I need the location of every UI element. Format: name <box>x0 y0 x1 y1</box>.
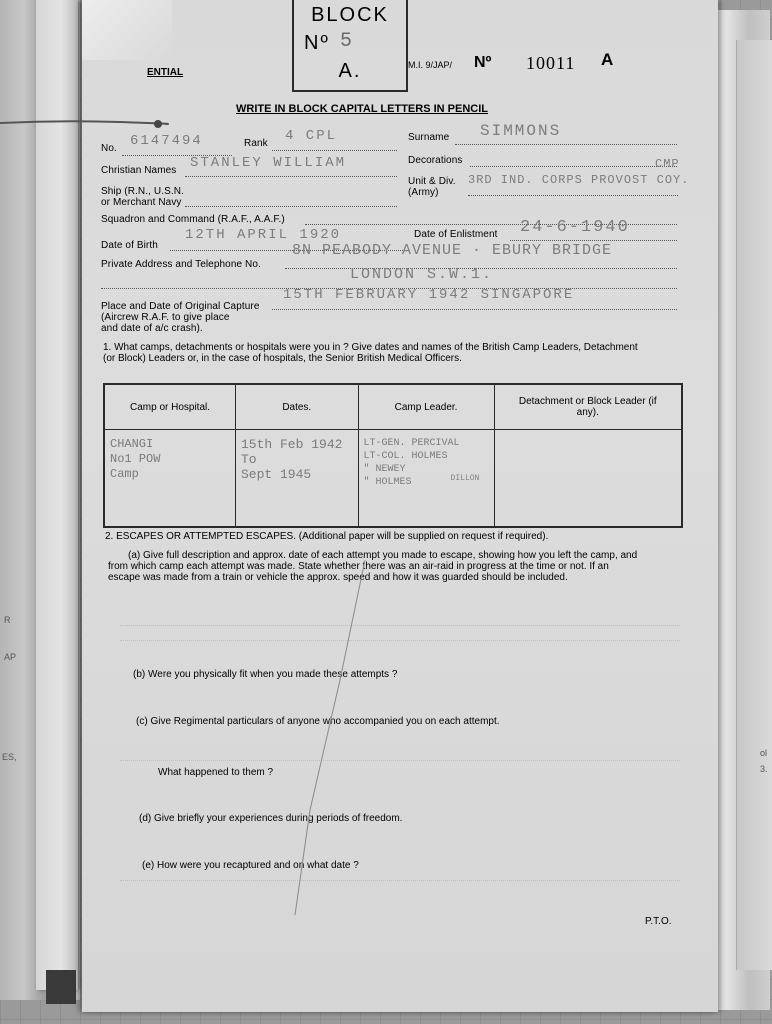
unit-extra[interactable]: CMP <box>655 157 680 171</box>
surname-label: Surname <box>408 132 450 143</box>
col-header-detachment: Detachment or Block Leader (if any). <box>494 384 682 430</box>
question-2a-line-2: from which camp each attempt was made. State whether there was an air-raid in progress at the time or not. If an <box>108 561 609 572</box>
edge-mark: 3. <box>760 764 768 774</box>
question-2a-line-3: escape was made from a train or vehicle the approx. speed and how it was guarded should be included. <box>108 572 568 583</box>
no-value[interactable]: 6147494 <box>130 133 203 149</box>
question-2-title: 2. ESCAPES OR ATTEMPTED ESCAPES. (Additional paper will be supplied on request if required). <box>105 531 549 542</box>
unit-label-2: (Army) <box>408 187 439 198</box>
binder-cover-edge <box>36 0 78 990</box>
rank-value[interactable]: 4 CPL <box>285 128 338 144</box>
edge-mark: R <box>4 615 11 625</box>
capture-label: Place and Date of Original Capture <box>101 301 260 312</box>
col-header-camp: Camp or Hospital. <box>104 384 236 430</box>
binder-corner <box>46 970 76 1004</box>
surname-line <box>455 144 677 145</box>
ship-label: Ship (R.N., U.S.N. <box>101 186 184 197</box>
page-stack-right-back <box>736 40 772 970</box>
pto-marker: P.T.O. <box>645 916 672 927</box>
cell-leader-note: DILLON <box>450 474 480 483</box>
table-row <box>104 430 682 528</box>
no-label: No. <box>101 143 117 154</box>
cell-detachment-text <box>496 431 680 443</box>
ship-line <box>185 206 397 207</box>
address-label: Private Address and Telephone No. <box>101 259 261 270</box>
capture-line <box>272 309 677 310</box>
cell-camp[interactable] <box>104 430 236 528</box>
edge-mark: ES, <box>2 752 17 762</box>
cell-leader-text: LT-GEN. PERCIVAL LT-COL. HOLMES " NEWEY " HOLMES <box>363 438 460 488</box>
camps-table-header <box>104 384 682 430</box>
edge-mark: AP <box>4 652 17 662</box>
form-instruction: WRITE IN BLOCK CAPITAL LETTERS IN PENCIL <box>236 103 488 115</box>
edge-mark: ol <box>760 748 768 758</box>
rank-label: Rank <box>244 138 268 149</box>
question-2b: (b) Were you physically fit when you made these attempts ? <box>133 669 398 680</box>
capture-label-2: (Aircrew R.A.F. to give place <box>101 312 230 323</box>
decorations-label: Decorations <box>408 155 463 166</box>
capture-value[interactable]: 15TH FEBRUARY 1942 SINGAPORE <box>283 287 575 303</box>
block-no-text: Nº <box>304 32 330 54</box>
camps-table <box>103 383 683 528</box>
decorations-line <box>470 166 677 167</box>
enlistment-value[interactable]: 24-6-1940 <box>520 218 630 237</box>
christian-names-label: Christian Names <box>101 165 177 176</box>
confidential-marking: ENTIAL <box>147 67 184 78</box>
address-value-2[interactable]: LONDON S.W.1. <box>350 266 494 283</box>
unit-label: Unit & Div. <box>408 176 456 187</box>
address-value-1[interactable]: 8N PEABODY AVENUE · EBURY BRIDGE <box>292 242 613 259</box>
cell-dates-text: 15th Feb 1942 To Sept 1945 <box>241 437 343 482</box>
mi-reference: M.I. 9/JAP/ <box>408 60 453 70</box>
question-2c: (c) Give Regimental particulars of anyone who accompanied you on each attempt. <box>136 716 500 727</box>
enlistment-line <box>510 240 677 241</box>
dob-value[interactable]: 12TH APRIL 1920 <box>185 227 342 243</box>
block-number-handwritten: 5 <box>340 30 353 53</box>
cell-dates[interactable] <box>236 430 359 528</box>
rank-line <box>272 150 397 151</box>
question-2e: (e) How were you recaptured and on what date ? <box>142 860 359 871</box>
faint-line <box>120 760 680 761</box>
question-1-line-2: (or Block) Leaders or, in the case of hospitals, the Senior British Medical Officers. <box>103 353 462 364</box>
question-1 <box>103 342 638 364</box>
enlistment-label: Date of Enlistment <box>414 229 498 240</box>
pencil-stray-line <box>280 560 370 920</box>
dob-label: Date of Birth <box>101 240 158 251</box>
faint-line <box>120 880 680 881</box>
capture-label-3: and date of a/c crash). <box>101 323 203 334</box>
block-word: BLOCK <box>311 4 389 26</box>
form-number-label: Nº <box>474 54 492 71</box>
faint-line <box>120 640 680 641</box>
unit-value[interactable]: 3RD IND. CORPS PROVOST COY. <box>468 173 690 187</box>
form-number-suffix: A <box>601 50 614 69</box>
question-2a-line-1: (a) Give full description and approx. date of each attempt you made to escape, showing how you left the camp, and <box>128 550 638 561</box>
cell-camp-text: CHANGI No1 POW Camp <box>110 437 161 481</box>
question-1-line-1: 1. What camps, detachments or hospitals were you in ? Give dates and names of the British Camp Leaders, Detachment <box>103 342 638 353</box>
question-2a <box>108 550 637 583</box>
binding-string <box>0 118 170 128</box>
ship-label-2: or Merchant Navy <box>101 197 182 208</box>
unit-line <box>468 195 678 196</box>
col-header-dates: Dates. <box>236 384 359 430</box>
block-letter: A. <box>338 60 362 82</box>
form-number-value: 10011 <box>526 53 576 73</box>
squadron-label: Squadron and Command (R.A.F., A.A.F.) <box>101 214 285 225</box>
cell-leader[interactable] <box>358 430 494 528</box>
cell-detachment[interactable] <box>494 430 682 528</box>
question-2d: (d) Give briefly your experiences during periods of freedom. <box>139 813 403 824</box>
christian-names-value[interactable]: STANLEY WILLIAM <box>190 155 347 171</box>
torn-corner <box>82 0 172 60</box>
col-header-leader: Camp Leader. <box>358 384 494 430</box>
surname-value[interactable]: SIMMONS <box>480 122 562 140</box>
question-2c-followup: What happened to them ? <box>158 767 274 778</box>
faint-line <box>120 625 680 626</box>
christian-names-line <box>185 176 397 177</box>
